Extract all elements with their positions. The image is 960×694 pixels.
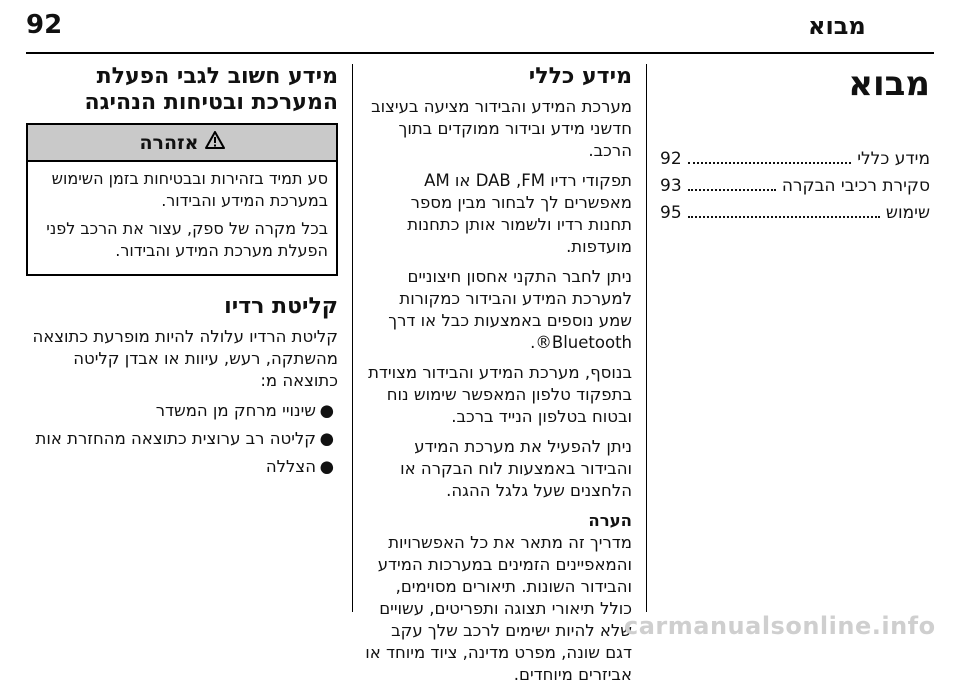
toc-item-page: 93 xyxy=(660,176,682,196)
list-item xyxy=(26,456,338,478)
toc-leader-dots xyxy=(688,148,852,164)
toc-item[interactable] xyxy=(660,148,930,169)
warning-header xyxy=(28,125,336,162)
toc-item-label: סקירת רכיבי הבקרה xyxy=(781,176,930,196)
warning-title: אזהרה xyxy=(139,131,199,154)
general-paragraph: ניתן להפעיל את מערכת המידע והבידור באמצעות לוח הבקרה או הלחצנים שעל גלגל ההגה. xyxy=(400,437,632,501)
page-number: 92 xyxy=(26,10,63,40)
watermark: carmanualsonline.info xyxy=(624,612,936,640)
warning-triangle-icon xyxy=(205,131,225,154)
safety-title: מידע חשוב לגבי הפעלת המערכת ובטיחות הנהיגה xyxy=(84,64,338,116)
general-paragraph: ניתן לחבר התקני אחסון חיצוניים למערכת המידע והבידור כמקורות שמע נוספים באמצעות כבל או דרך Bluetooth®. xyxy=(388,267,632,353)
note-text: מדריך זה מתאר את כל האפשרויות והמאפיינים הזמינים במערכות המידע והבידור השונות. תיאורים מסוימים, כולל תיאורי תצוגה ותפריטים, עשויים שלא להיות ישימים לרכב שלך עקב דגם שונה, מפרט מדינה, ציוד מיוחד או אביזרים מיוחדים. xyxy=(365,533,632,685)
note-title: הערה xyxy=(588,511,632,531)
safety-column xyxy=(26,64,338,484)
list-item-text: הצללה xyxy=(265,457,316,477)
reception-intro: קליטת הרדיו עלולה להיות מופרעת כתוצאה מהשתקה, רעש, עיוות או אבדן קליטה כתוצאה מ: xyxy=(32,327,338,391)
chapter-title: מבוא xyxy=(848,64,930,104)
running-title: מבוא xyxy=(808,12,866,40)
toc-leader-dots xyxy=(688,202,880,218)
warning-body xyxy=(28,162,336,274)
toc-column xyxy=(660,64,930,229)
warning-paragraph: סע תמיד בזהירות ובבטיחות בזמן השימוש במערכת המידע והבידור. xyxy=(51,168,328,210)
general-info-column xyxy=(362,64,632,694)
column-divider-left xyxy=(352,64,353,612)
toc-item[interactable] xyxy=(660,202,930,223)
toc-item-page: 95 xyxy=(660,203,682,223)
reception-title: קליטת רדיו xyxy=(224,293,338,319)
list-item xyxy=(26,400,338,422)
warning-box xyxy=(26,123,338,276)
general-paragraph: מערכת המידע והבידור מציעה בעיצוב חדשני מידע ובידור ממוקדים בתוך הרכב. xyxy=(371,97,632,161)
toc-item-page: 92 xyxy=(660,149,682,169)
header-rule xyxy=(26,52,934,54)
bullet-dot: ● xyxy=(319,401,334,421)
toc-item-label: שימוש xyxy=(885,203,930,223)
warning-paragraph: בכל מקרה של ספק, עצור את הרכב לפני הפעלת מערכת המידע והבידור. xyxy=(46,218,328,260)
toc-item[interactable] xyxy=(660,175,930,196)
bullet-dot: ● xyxy=(319,457,334,477)
general-info-title: מידע כללי xyxy=(528,64,632,89)
toc-leader-dots xyxy=(688,175,776,191)
list-item xyxy=(26,428,338,450)
list-item-text: שינויי מרחק מן המשדר xyxy=(155,401,316,421)
toc-item-label: מידע כללי xyxy=(857,149,930,169)
column-divider-right xyxy=(646,64,647,612)
general-paragraph: תפקודי רדיו DAB ,FM או AM מאפשרים לך לבחור מבין מספר תחנות רדיו ולשמור אותן כתחנות מועדפות. xyxy=(407,171,632,257)
bullet-dot: ● xyxy=(319,429,334,449)
list-item-text: קליטה רב ערוצית כתוצאה מהחזרת אות xyxy=(35,429,316,449)
reception-bullets xyxy=(26,400,338,478)
general-paragraph: בנוסף, מערכת המידע והבידור מצוידת בתפקוד טלפון המאפשר שימוש נוח ובטוח בטלפון הנייד ברכב. xyxy=(368,363,632,427)
